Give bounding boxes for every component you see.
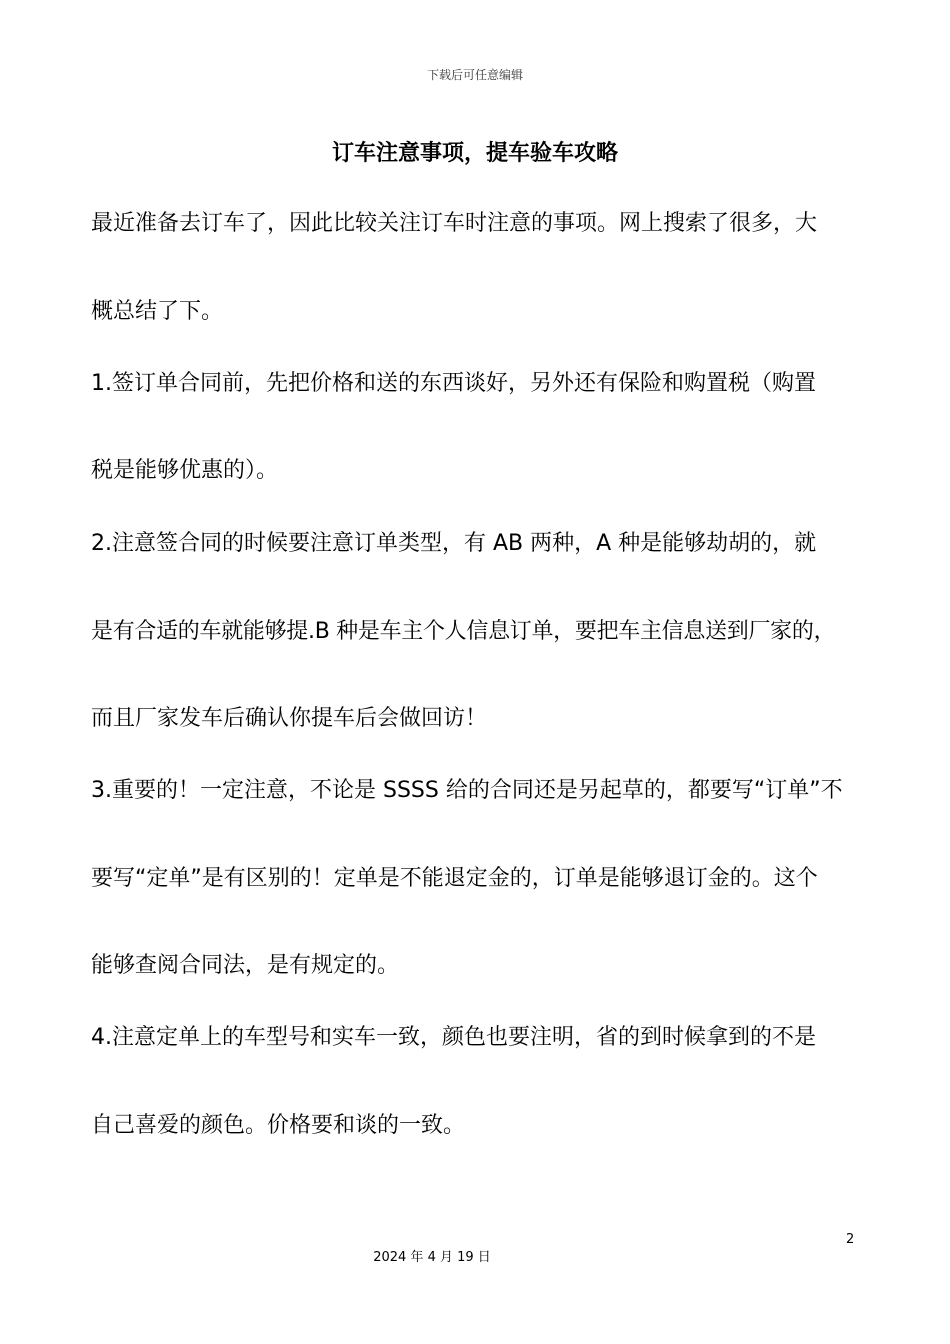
body-line: 自己喜爱的颜色。价格要和谈的一致。 <box>91 1113 466 1138</box>
body-line: 1.签订单合同前，先把价格和送的东西谈好，另外还有保险和购置税（购置 <box>91 371 816 396</box>
body-line: 能够查阅合同法，是有规定的。 <box>91 953 400 978</box>
body-line: 要写“定单”是有区别的！定单是不能退定金的，订单是能够退订金的。这个 <box>91 866 818 891</box>
header-note: 下载后可任意编辑 <box>426 68 523 82</box>
body-line: 是有合适的车就能够提.B 种是车主个人信息订单，要把车主信息送到厂家的， <box>91 619 836 644</box>
body-line: 3.重要的！一定注意，不论是 SSSS 给的合同还是另起草的，都要写“订单”不 <box>91 778 843 803</box>
body-line: 税是能够优惠的）。 <box>91 458 279 483</box>
body-line: 概总结了下。 <box>91 299 224 324</box>
body-line: 最近准备去订车了，因此比较关注订车时注意的事项。网上搜索了很多，大 <box>91 211 818 236</box>
body-line: 2.注意签合同的时候要注意订单类型，有 AB 两种，A 种是能够劫胡的，就 <box>91 531 817 556</box>
body-line: 而且厂家发车后确认你提车后会做回访！ <box>91 706 488 731</box>
page-number: 2 <box>846 1232 855 1247</box>
body-line: 4.注意定单上的车型号和实车一致，颜色也要注明，省的到时候拿到的不是 <box>91 1025 816 1050</box>
document-title: 订车注意事项，提车验车攻略 <box>331 141 618 166</box>
footer-date: 2024 年 4 月 19 日 <box>373 1250 491 1265</box>
